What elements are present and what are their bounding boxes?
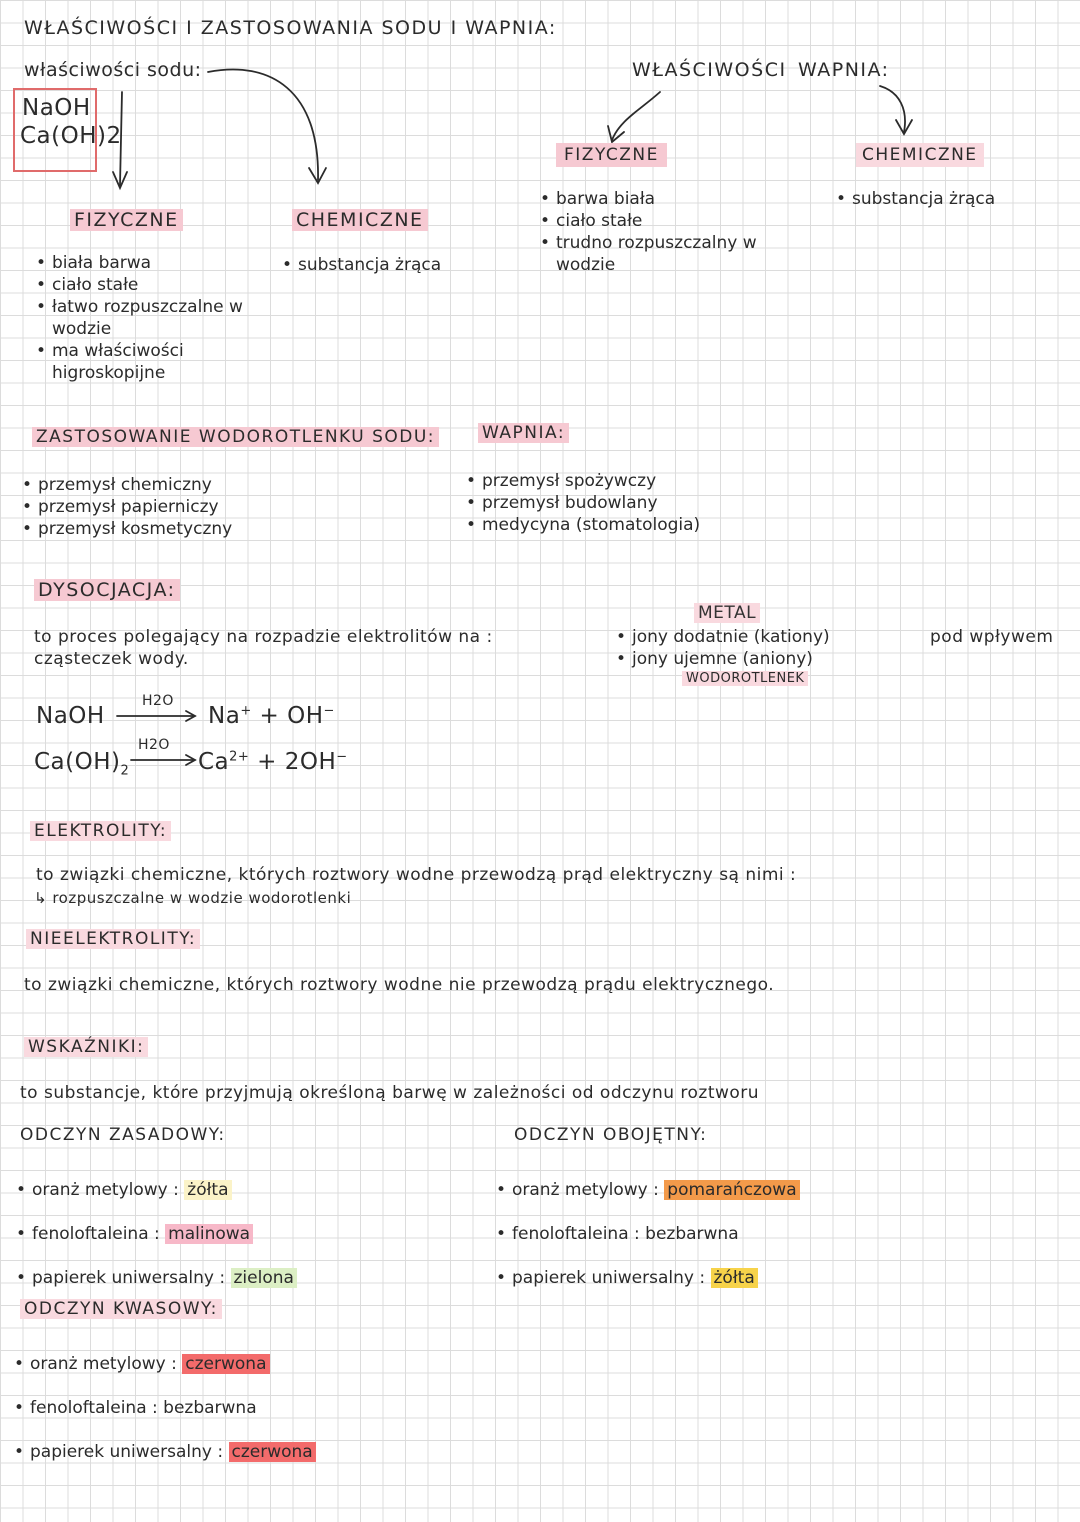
list-item: • przemysł budowlany [466, 492, 700, 514]
dysocjacja-def: to proces polegający na rozpadzie elektrolitów na : [34, 627, 493, 647]
arrow-wapn-chemiczne [880, 86, 905, 132]
list-item: • fenoloftaleina : bezbarwna [496, 1212, 800, 1256]
list-item: • oranż metylowy : żółta [16, 1168, 297, 1212]
formula-naoh: NaOH [22, 95, 91, 121]
list-item: • łatwo rozpuszczalne w wodzie [36, 296, 272, 340]
wapn-heading: WŁAŚCIWOŚCI [632, 59, 787, 81]
sod-fizyczne-label: FIZYCZNE [70, 210, 183, 231]
list-item: • przemysł spożywczy [466, 470, 700, 492]
list-item: • substancja żrąca [836, 188, 995, 210]
list-item: • ciało stałe [36, 274, 272, 296]
arrow-sod-fizyczne [120, 92, 122, 185]
list-item: • ciało stałe [540, 210, 796, 232]
ions-list [616, 626, 830, 670]
sod-chemiczne-list [282, 254, 441, 276]
list-item: • papierek uniwersalny : żółta [496, 1256, 800, 1300]
eq2-left: $Ca(OH)_2$ [34, 749, 130, 779]
list-item: • oranż metylowy : czerwona [14, 1342, 316, 1386]
list-item: • papierek uniwersalny : czerwona [14, 1430, 316, 1474]
eq2-arrow-label: H2O [138, 737, 170, 753]
metal-label: METAL [694, 604, 760, 623]
zastosowanie-sod-list [22, 474, 232, 540]
arrow-wapn-fizyczne [612, 92, 660, 140]
obojetny-label: ODCZYN OBOJĘTNY: [514, 1125, 708, 1145]
zastosowanie-wapn-heading: WAPNIA: [478, 424, 569, 443]
wapn-fizyczne-list [540, 188, 796, 276]
list-item: • przemysł papierniczy [22, 496, 232, 518]
arrow-sod-chemiczne [208, 69, 318, 180]
list-item: • papierek uniwersalny : zielona [16, 1256, 297, 1300]
elektrolity-def-2: ↳ rozpuszczalne w wodzie wodorotlenki [34, 889, 352, 907]
nieelektrolity-def: to związki chemiczne, których roztwory wodne nie przewodzą prądu elektrycznego. [24, 975, 775, 995]
sod-fizyczne-list [36, 252, 272, 384]
zasadowy-list [16, 1168, 297, 1300]
list-item: • jony dodatnie (kationy) [616, 626, 830, 648]
wskazniki-heading: WSKAŹNIKI: [24, 1038, 148, 1057]
elektrolity-heading: ELEKTROLITY: [30, 822, 171, 841]
dysocjacja-heading: DYSOCJACJA: [34, 580, 180, 601]
list-item: • substancja żrąca [282, 254, 441, 276]
kwasowy-list [14, 1342, 316, 1474]
page-title: WŁAŚCIWOŚCI I ZASTOSOWANIA SODU I WAPNIA: [24, 17, 557, 39]
wapn-heading-2: WAPNIA: [798, 59, 890, 81]
zastosowanie-wapn-list [466, 470, 700, 536]
wskazniki-def: to substancje, które przyjmują określoną barwę w zależności od odczynu roztworu [20, 1083, 760, 1103]
eq1-left: NaOH [36, 703, 105, 729]
list-item: • przemysł chemiczny [22, 474, 232, 496]
list-item: • medycyna (stomatologia) [466, 514, 700, 536]
list-item: • oranż metylowy : pomarańczowa [496, 1168, 800, 1212]
formula-caoh2: Ca(OH)2 [20, 123, 122, 149]
list-item: • fenoloftaleina : bezbarwna [14, 1386, 316, 1430]
sod-heading: właściwości sodu: [24, 59, 202, 81]
eq1-arrow-label: H2O [142, 693, 174, 709]
list-item: • jony ujemne (aniony) [616, 648, 830, 670]
list-item: • barwa biała [540, 188, 796, 210]
zasadowy-label: ODCZYN ZASADOWY: [20, 1125, 226, 1145]
dysocjacja-def-2: cząsteczek wody. [34, 649, 189, 669]
sod-chemiczne-label: CHEMICZNE [292, 210, 428, 231]
wapn-chemiczne-list [836, 188, 995, 210]
obojetny-list [496, 1168, 800, 1300]
list-item: • przemysł kosmetyczny [22, 518, 232, 540]
wapn-fizyczne-label: FIZYCZNE [556, 146, 667, 165]
zastosowanie-sod-heading: ZASTOSOWANIE WODOROTLENKU SODU: [32, 428, 439, 447]
wapn-chemiczne-label: CHEMICZNE [856, 146, 984, 165]
list-item: • biała barwa [36, 252, 272, 274]
list-item: • fenoloftaleina : malinowa [16, 1212, 297, 1256]
elektrolity-def: to związki chemiczne, których roztwory wodne przewodzą prąd elektryczny są nimi : [36, 865, 797, 885]
eq2-right: $Ca^{2+} + 2OH^-$ [198, 749, 348, 775]
eq1-right: Na+ + OH− [208, 703, 335, 729]
pod-wplywem: pod wpływem [930, 627, 1054, 647]
list-item: • trudno rozpuszczalny w wodzie [540, 232, 796, 276]
nieelektrolity-heading: NIEELEKTROLITY: [26, 930, 200, 949]
wodorotlenek-label: WODOROTLENEK [682, 672, 808, 686]
kwasowy-label: ODCZYN KWASOWY: [20, 1300, 222, 1319]
list-item: • ma właściwości higroskopijne [36, 340, 252, 384]
